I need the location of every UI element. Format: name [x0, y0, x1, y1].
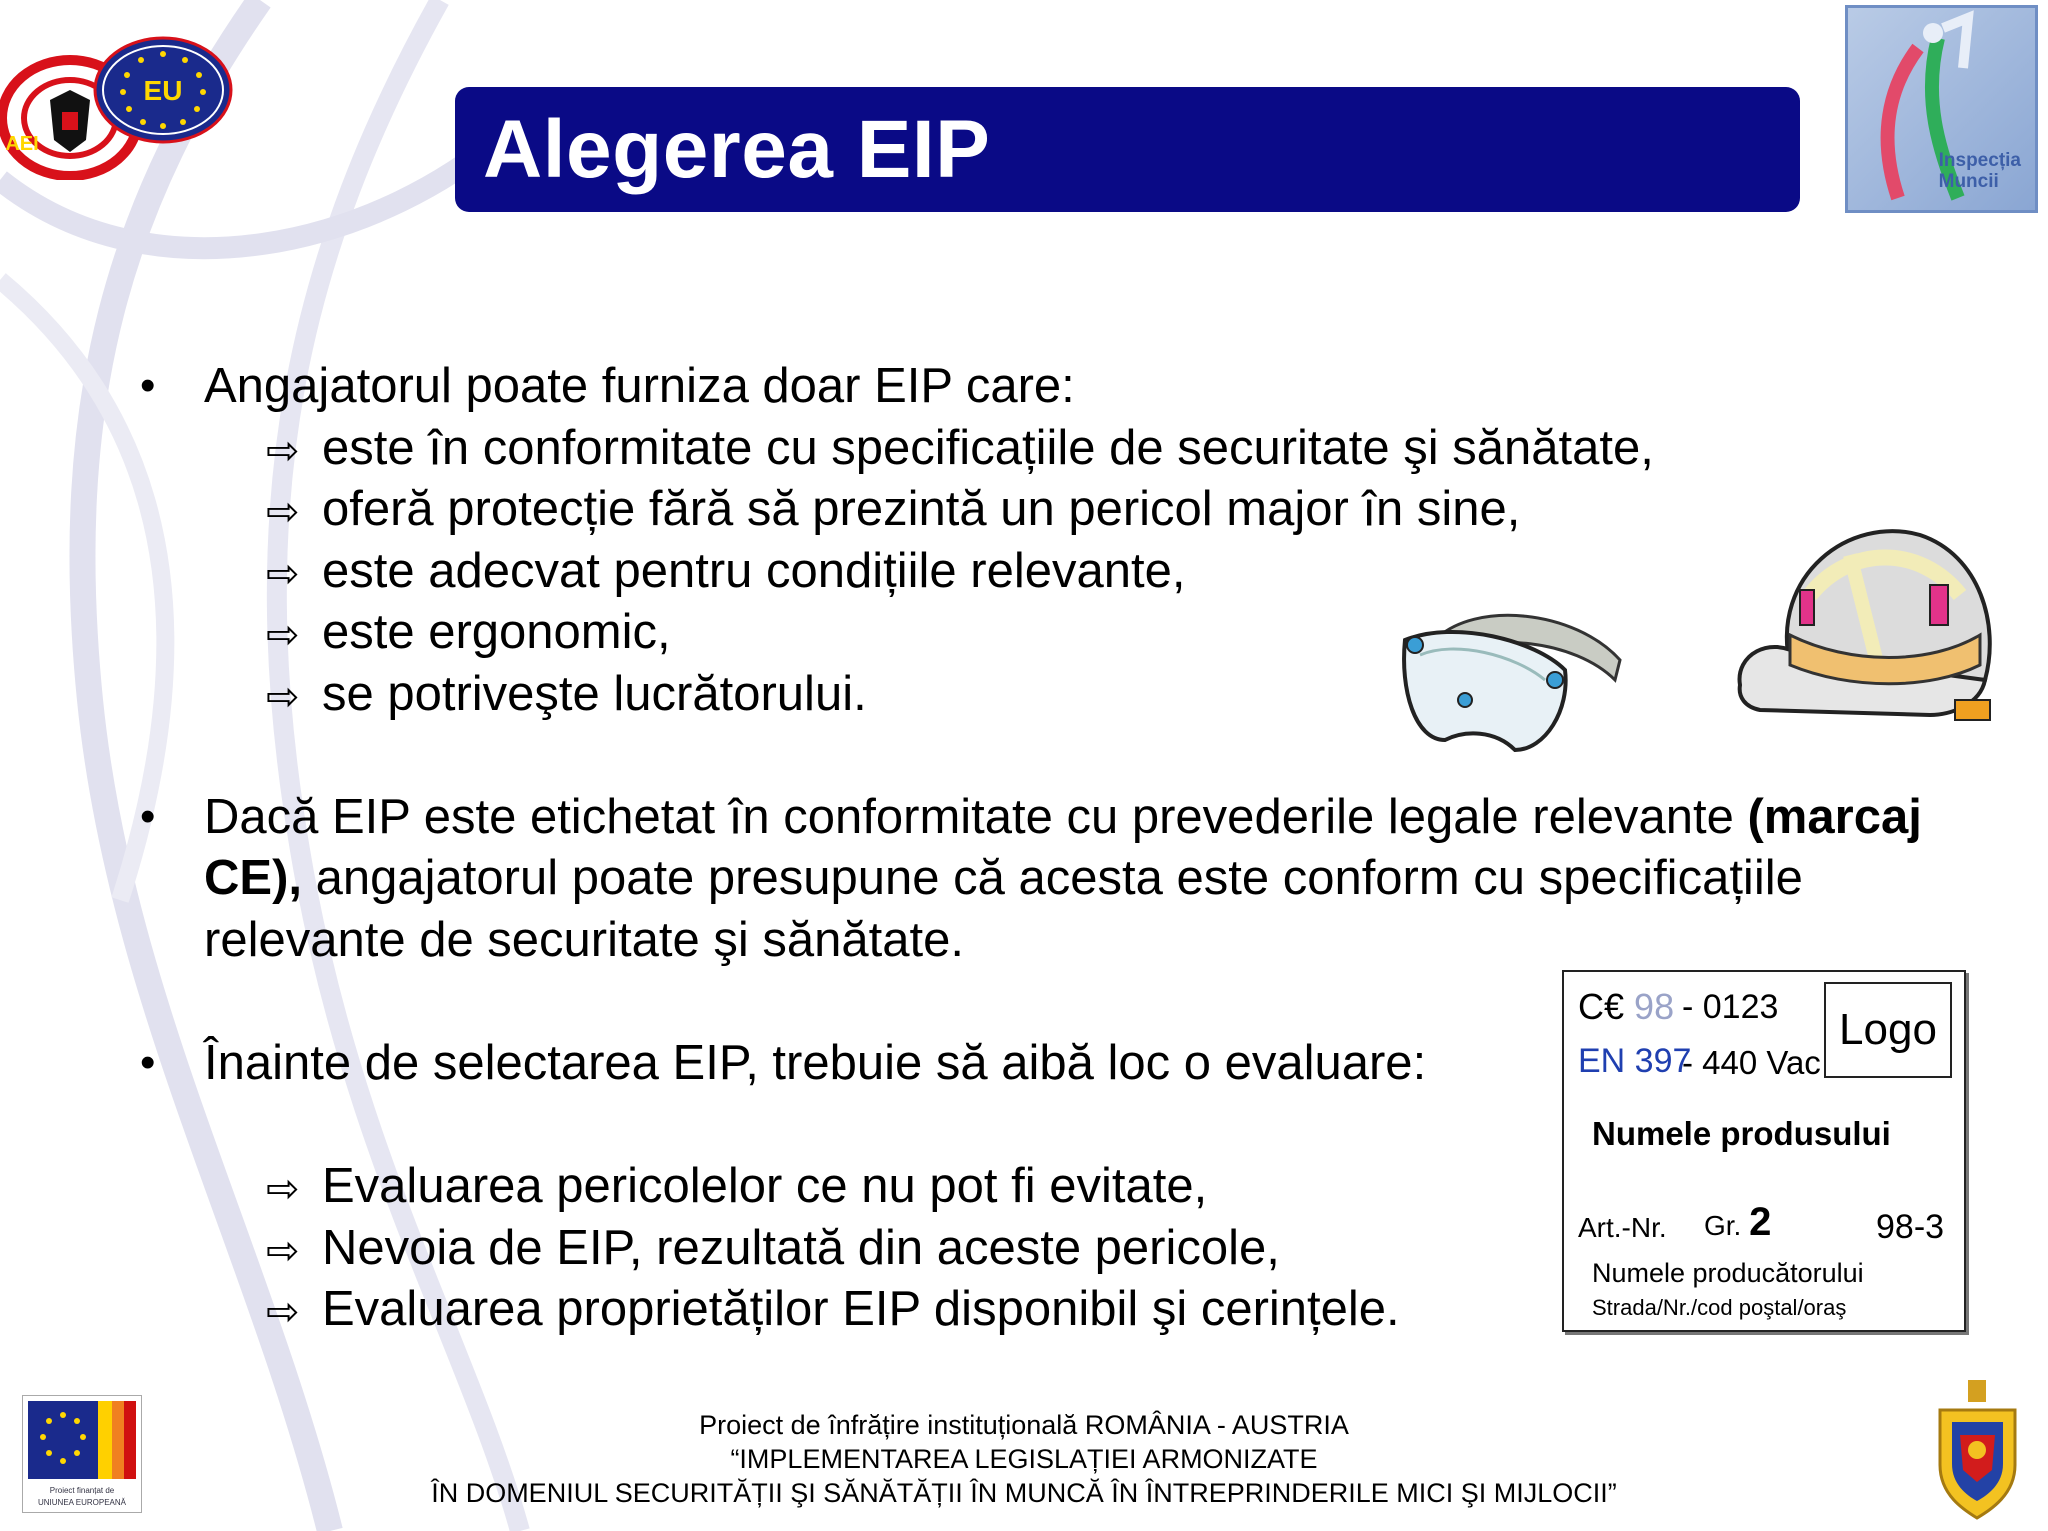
arrow-icon: ⇨: [266, 1290, 300, 1334]
ce-mark: C€ 98: [1578, 986, 1675, 1027]
aei-logo-text: AEI: [5, 133, 39, 155]
safety-helmet-icon: [1730, 515, 2000, 730]
arrow-icon: ⇨: [266, 490, 300, 534]
footer-line-1: Proiect de înfrățire instituțională ROMÂNIA - AUSTRIA: [699, 1410, 1349, 1440]
bullet-marker: •: [140, 361, 156, 410]
ce-address: Strada/Nr./cod poştal/oraş: [1592, 1295, 1847, 1320]
safety-goggles-icon: [1395, 600, 1625, 770]
arrow-icon: ⇨: [266, 552, 300, 596]
bullet-1-item: ⇨ este adecvat pentru condițiile relevante,: [266, 541, 1185, 604]
ce-voltage: - 440 Vac: [1682, 1044, 1821, 1081]
bullet-1-intro: Angajatorul poate furniza doar EIP care:: [204, 359, 1075, 413]
bullet-marker: •: [140, 1038, 156, 1087]
title-bar: [455, 87, 1800, 212]
bullet-1-item: ⇨ este ergonomic,: [266, 602, 671, 665]
arrow-icon: ⇨: [266, 675, 300, 719]
footer-line-3: ÎN DOMENIUL SECURITĂȚII ŞI SĂNĂTĂȚII ÎN MUNCĂ ÎN ÎNTREPRINDERILE MICI ŞI MIJLOCII”: [431, 1478, 1617, 1508]
eu-logo-text: EU: [143, 75, 183, 106]
ce-producer: Numele producătorului: [1592, 1258, 1864, 1288]
bullet-3-item: ⇨ Evaluarea proprietăților EIP disponibil şi cerințele.: [266, 1279, 1400, 1342]
slide-title: Alegerea EIP: [483, 104, 991, 195]
bullet-3-intro: Înainte de selectarea EIP, trebuie să aibă loc o evaluare:: [204, 1036, 1427, 1090]
arrow-icon: ⇨: [266, 429, 300, 473]
arrow-icon: ⇨: [266, 613, 300, 657]
ce-code: 98-3: [1876, 1208, 1945, 1246]
arrow-icon: ⇨: [266, 1229, 300, 1273]
ce-art-nr: Art.-Nr.: [1578, 1212, 1667, 1243]
ce-standard: EN 397: [1578, 1042, 1692, 1080]
footer-line-2: “IMPLEMENTAREA LEGISLAȚIEI ARMONIZATE: [730, 1444, 1318, 1474]
bullet-1-item: ⇨ se potriveşte lucrătorului.: [266, 664, 867, 727]
ce-group: Gr. 2: [1704, 1200, 1772, 1244]
bullet-3-item: ⇨ Evaluarea pericolelor ce nu pot fi evitate,: [266, 1156, 1207, 1219]
aei-eu-logo: [0, 30, 240, 180]
bullet-1-item: ⇨ oferă protecție fără să prezintă un pericol major în sine,: [266, 479, 1520, 542]
footer: [0, 1408, 2048, 1510]
arrow-icon: ⇨: [266, 1167, 300, 1211]
eu-funding-text-1: Proiect finanțat de: [49, 1486, 115, 1495]
inspectia-muncii-logo: [1845, 5, 2038, 213]
bullet-marker: •: [140, 792, 156, 841]
ce-product-name: Numele produsului: [1592, 1115, 1891, 1152]
logo-placeholder: Logo: [1824, 982, 1952, 1078]
bullet-1-item: ⇨ este în conformitate cu specificațiile de securitate şi sănătate,: [266, 418, 1654, 481]
bullet-2-line-3: relevante de securitate şi sănătate.: [204, 913, 964, 967]
romania-coat-of-arms-icon: [1930, 1380, 2025, 1520]
eu-funding-text-2: UNIUNEA EUROPEANĂ: [37, 1498, 127, 1507]
inspectia-label: Inspecția Muncii: [1938, 150, 2021, 192]
bullet-2-line-1: Dacă EIP este etichetat în conformitate cu prevederile legale relevante (marcaj: [204, 790, 1922, 844]
bullet-3-item: ⇨ Nevoia de EIP, rezultată din aceste pericole,: [266, 1218, 1280, 1281]
bullet-2-line-2: CE), angajatorul poate presupune că acesta este conform cu specificațiile: [204, 851, 1803, 905]
ce-number: - 0123: [1682, 988, 1779, 1026]
ce-marking-label: [1562, 970, 1966, 1332]
